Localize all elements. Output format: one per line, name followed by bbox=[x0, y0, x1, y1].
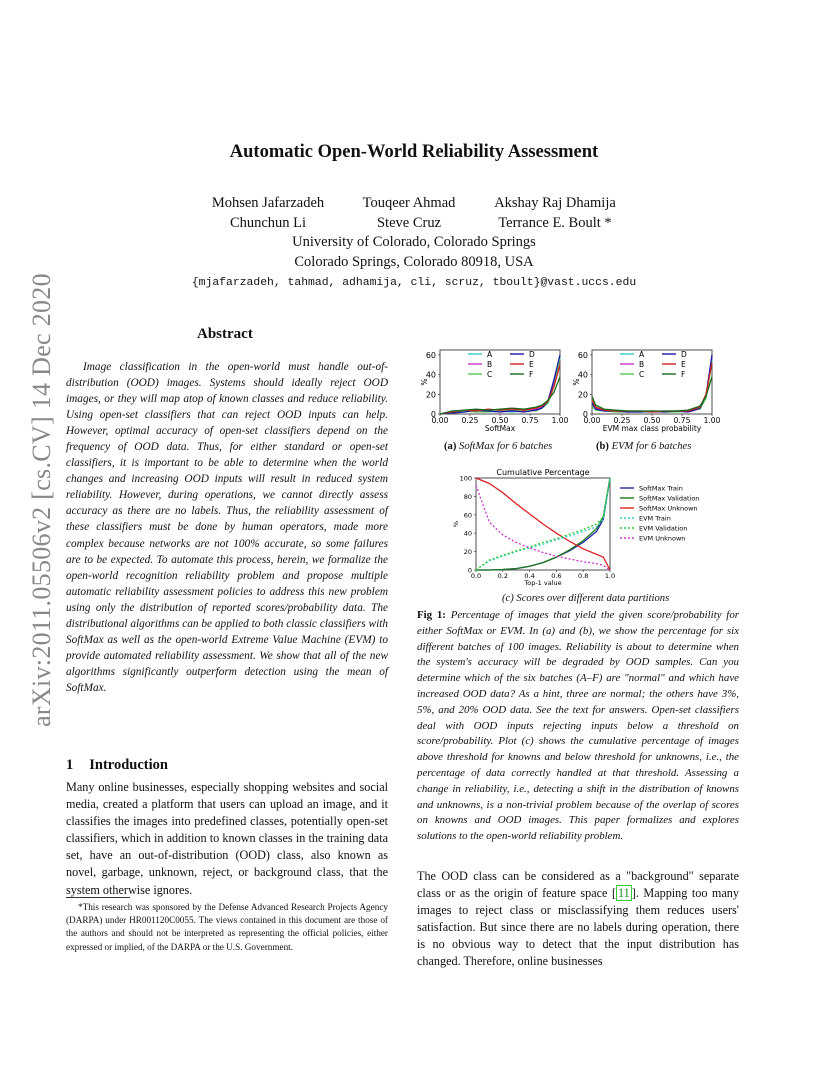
legend-label: SoftMax Train bbox=[639, 484, 683, 493]
legend-label: SoftMax Validation bbox=[639, 494, 700, 503]
section-title: Introduction bbox=[89, 757, 168, 773]
series-line bbox=[440, 365, 560, 414]
y-tick-label: 60 bbox=[425, 350, 436, 360]
y-tick-label: 40 bbox=[463, 529, 472, 538]
legend-label: D bbox=[681, 350, 687, 359]
series-line bbox=[592, 377, 712, 411]
legend-label: A bbox=[639, 350, 645, 359]
legend-label: EVM Validation bbox=[639, 524, 688, 533]
arxiv-identifier: arXiv:2011.05506v2 [cs.CV] 14 Dec 2020 bbox=[27, 273, 56, 727]
figure-caption bbox=[417, 608, 739, 845]
y-axis-label: % bbox=[420, 378, 429, 386]
subcaption-b bbox=[596, 441, 691, 452]
author-row-1 bbox=[0, 194, 828, 214]
y-tick-label: 60 bbox=[463, 511, 472, 520]
x-tick-label: 0.2 bbox=[497, 572, 508, 580]
y-tick-label: 100 bbox=[459, 474, 472, 483]
footnote bbox=[66, 901, 388, 954]
plot-frame bbox=[592, 350, 712, 414]
x-tick-label: 1.00 bbox=[703, 416, 721, 425]
y-tick-label: 20 bbox=[577, 390, 588, 400]
x-tick-label: 0.25 bbox=[461, 416, 479, 425]
intro-paragraph bbox=[66, 779, 388, 899]
author-name: Chunchun Li bbox=[229, 214, 307, 231]
x-tick-label: 0.50 bbox=[491, 416, 509, 425]
series-line bbox=[476, 485, 610, 570]
x-tick-label: 1.00 bbox=[551, 416, 569, 425]
x-tick-label: 1.0 bbox=[604, 572, 616, 580]
y-tick-label: 20 bbox=[463, 548, 472, 557]
x-tick-label: 0.75 bbox=[521, 416, 539, 425]
legend-label: E bbox=[529, 360, 534, 369]
series-line bbox=[592, 360, 712, 412]
y-tick-label: 40 bbox=[577, 370, 588, 380]
intro-text: Many online businesses, especially shopping websites and social media, created a platform that users can upload an image, and it classifies the images into predefined classes, potentially open-set classifiers, which in addition to known classes in the training data set, have an out-of-distribution (OOD) class, also known as novel, garbage, unknown, reject, or background class, that the system otherwise ignores. bbox=[66, 780, 388, 897]
author-name: Steve Cruz bbox=[376, 214, 442, 231]
figure-label: Fig 1: bbox=[417, 609, 446, 621]
footnote-rule bbox=[66, 897, 130, 898]
legend-label: D bbox=[529, 350, 535, 359]
footnote-text: *This research was sponsored by the Defense Advanced Research Projects Agency (DARPA) under HR001120C0055. The views contained in this document are those of the authors and should not be interpreted as representing the official policies, either expressed or implied, of the DARPA or the U.S. Government. bbox=[66, 902, 388, 952]
body-paragraph bbox=[417, 868, 739, 971]
chart-cumulative-percentage bbox=[448, 466, 710, 588]
y-tick-label: 40 bbox=[425, 370, 436, 380]
author-row-2 bbox=[0, 214, 828, 234]
series-line bbox=[476, 478, 610, 570]
legend-label: C bbox=[487, 370, 493, 379]
author-name: Mohsen Jafarzadeh bbox=[211, 195, 325, 211]
figure-caption-text: Percentage of images that yield the given score/probability for either SoftMax or EVM. In (a) and (b), we show the percentage for six different batches of 100 images. Reliability is about to determine when the system's accuracy will be degraded by OOD samples. Can you determine which of the six batches (A–F) are "normal" and which have increased OOD data? As a hint, three are normal; the others have 3%, 5%, and 20% OOD data. See the text for answers. Open-set classifiers deal with OOD inputs rejecting inputs below a threshold on score/probability. Plot (c) shows the cumulative percentage of images above threshold for knowns and below threshold for unknowns, i.e., the percentage of data correctly handled at that threshold. Assessing a change in reliability, i.e., detecting a shift in the distribution of knowns and unknowns, is a non-trivial problem because of the overlap of scores on knowns and OOD images. This paper formalizes and explores solutions to the open-world reliability problem. bbox=[417, 609, 740, 843]
legend-label: F bbox=[681, 370, 686, 379]
y-tick-label: 0 bbox=[582, 410, 588, 419]
section-heading bbox=[66, 757, 168, 774]
series-line bbox=[592, 355, 712, 412]
x-tick-label: 0.6 bbox=[551, 572, 562, 580]
affiliation: Colorado Springs, Colorado 80918, USA bbox=[294, 253, 534, 270]
x-tick-label: 0.75 bbox=[673, 416, 691, 425]
x-tick-label: 0.00 bbox=[583, 416, 601, 425]
legend-label: F bbox=[529, 370, 534, 379]
author-block bbox=[0, 194, 828, 294]
chart-title: Cumulative Percentage bbox=[496, 468, 590, 477]
legend-label: A bbox=[487, 350, 493, 359]
chart-evm-batches bbox=[572, 340, 734, 436]
y-tick-label: 60 bbox=[577, 350, 588, 360]
author-name: Akshay Raj Dhamija bbox=[494, 195, 616, 211]
y-tick-label: 20 bbox=[425, 390, 436, 400]
author-name: Touqeer Ahmad bbox=[362, 195, 456, 211]
abstract-text: Image classification in the open-world must handle out-of-distribution (OOD) images. Systems should ideally reject OOD images, or they will map atop of known classes and reduce reliability. Using open-set classifiers that can reject OOD inputs can help. However, optimal accuracy of open-set classifiers depend on the frequency of OOD data. Thus, for either standard or open-set classifiers, it is important to be able to determine when the world changes and increasing OOD inputs will result in reduced system reliability. However, during operations, we cannot directly assess accuracy as there are no labels. Thus, the reliability assessment of these classifiers must be done by human operators, made more complex because networks are not 100% accurate, so some failures are to be expected. To automate this process, herein, we formalize the open-world recognition reliability problem and propose multiple automatic reliability assessment policies to address this new problem using only the distribution of reported scores/probability data. The distributional algorithms can be applied to both classic classifiers with SoftMax as well as the open-world Extreme Value Machine (EVM) to provide automated reliability assessment. We show that all of the new algorithms significantly outperform detection using the mean of SoftMax. bbox=[66, 361, 388, 694]
series-line bbox=[592, 363, 712, 412]
legend-label: EVM Train bbox=[639, 514, 671, 523]
y-tick-label: 0 bbox=[430, 410, 436, 419]
x-tick-label: 0.0 bbox=[470, 572, 482, 580]
series-line bbox=[592, 357, 712, 412]
author-name: Terrance E. Boult * bbox=[498, 214, 612, 231]
subcaption-a bbox=[444, 441, 552, 452]
citation-link[interactable]: 11 bbox=[618, 886, 630, 901]
legend-label: B bbox=[639, 360, 645, 369]
body-text: The OOD class can be considered as a "background" separate class or as the origin of feature space [ bbox=[417, 869, 739, 901]
abstract-body bbox=[66, 359, 388, 696]
subcaption-b-text: EVM for 6 batches bbox=[611, 441, 692, 452]
legend-label: B bbox=[487, 360, 493, 369]
x-tick-label: 0.00 bbox=[431, 416, 449, 425]
subcaption-a-text: SoftMax for 6 batches bbox=[459, 441, 553, 452]
paper-title: Automatic Open-World Reliability Assessment bbox=[229, 142, 599, 162]
x-axis-label: SoftMax bbox=[484, 424, 516, 433]
y-tick-label: 80 bbox=[463, 492, 472, 501]
x-axis-label: Top-1 value bbox=[524, 579, 562, 587]
chart-softmax-batches bbox=[420, 340, 582, 436]
affiliation: University of Colorado, Colorado Springs bbox=[292, 234, 536, 251]
subcaption-c: (c) Scores over different data partitions bbox=[502, 593, 670, 604]
subcaption-a-label: (a) bbox=[444, 441, 457, 452]
legend-label: E bbox=[681, 360, 686, 369]
x-tick-label: 0.8 bbox=[578, 572, 589, 580]
y-axis-label: % bbox=[572, 378, 581, 386]
x-tick-label: 0.25 bbox=[613, 416, 631, 425]
author-emails: {mjafarzadeh, tahmad, adhamija, cli, scruz, tboult}@vast.uccs.edu bbox=[191, 277, 637, 290]
series-line bbox=[592, 361, 712, 412]
x-tick-label: 0.50 bbox=[643, 416, 661, 425]
x-tick-label: 0.4 bbox=[524, 572, 535, 580]
legend-label: EVM Unknown bbox=[639, 534, 686, 543]
x-axis-label: EVM max class probability bbox=[602, 424, 702, 433]
legend-label: C bbox=[639, 370, 645, 379]
abstract-heading: Abstract bbox=[197, 326, 253, 342]
y-tick-label: 0 bbox=[467, 566, 472, 575]
subcaption-b-label: (b) bbox=[596, 441, 609, 452]
section-number: 1 bbox=[66, 757, 74, 773]
body-text: ]. Mapping too many images to reject class or misclassifying them reduces users' satisfaction. But since there are no labels during operation, there is no obvious way to detect that the input distribution has changed. Therefore, online businesses bbox=[417, 886, 739, 969]
legend-label: SoftMax Unknown bbox=[639, 504, 698, 513]
y-axis-label: % bbox=[452, 520, 460, 528]
